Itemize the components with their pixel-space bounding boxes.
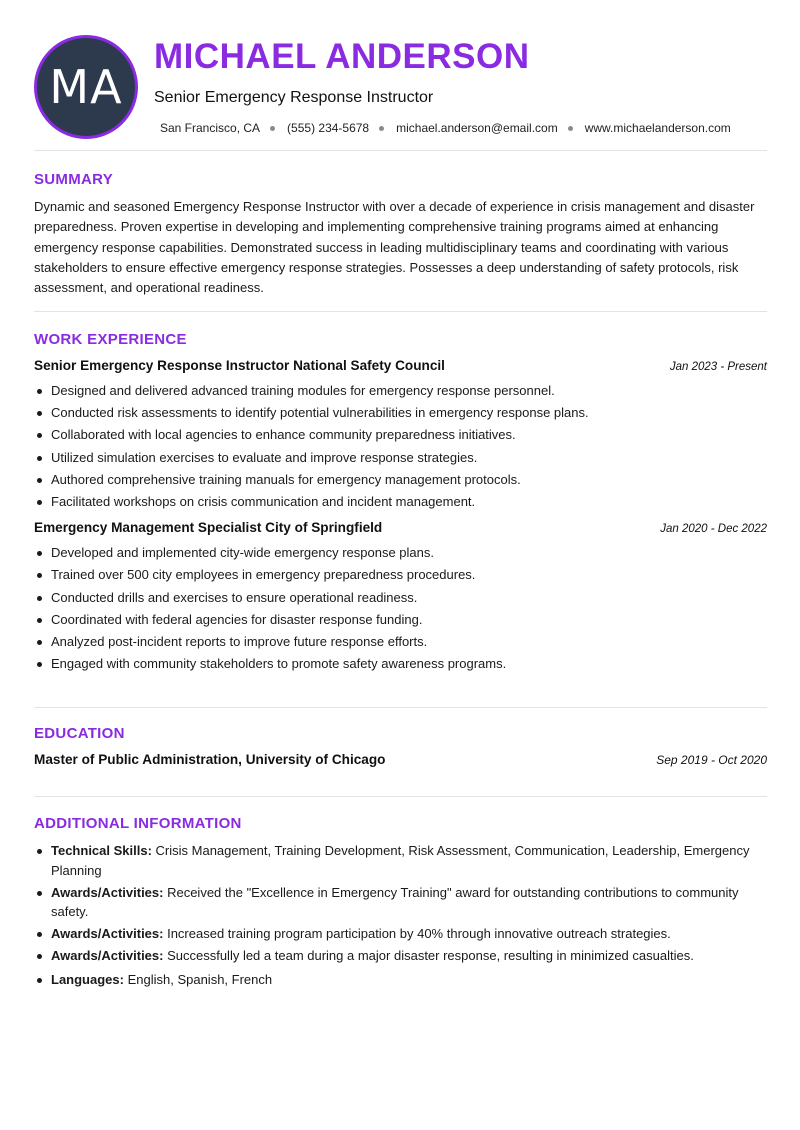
work-experience-section: [34, 312, 767, 708]
education-degree: Master of Public Administration, University of Chicago: [34, 752, 386, 767]
contact-info: [160, 121, 731, 135]
job-header: [34, 520, 767, 535]
separator-dot-icon: [568, 126, 573, 131]
list-item: [34, 883, 767, 922]
contact-website[interactable]: www.michaelanderson.com: [584, 121, 731, 135]
summary-text: Dynamic and seasoned Emergency Response Instructor with over a decade of experience in crisis management and disaster preparedness. Proven expertise in developing and implementing comprehensive training programs aimed at enhancing emergency response capabilities. Demonstrated success in leading multidisciplinary teams and coordinating with various stakeholders to ensure effective emergency response strategies. Possesses a deep understanding of safety protocols, risk assessment, and operational readiness.: [34, 199, 755, 296]
list-item: [34, 841, 767, 880]
job-bullets: [34, 542, 767, 675]
contact-email[interactable]: michael.anderson@email.com: [396, 121, 558, 135]
info-text: Increased training program participation by 40% through innovative outreach strategies.: [163, 926, 671, 941]
candidate-title: Senior Emergency Response Instructor: [154, 89, 434, 106]
info-label: Awards/Activities:: [51, 884, 164, 900]
info-label: Awards/Activities:: [51, 926, 164, 941]
separator-dot-icon: [379, 126, 384, 131]
list-item: Designed and delivered advanced training modules for emergency response personnel.: [34, 380, 767, 402]
education-date: Sep 2019 - Oct 2020: [656, 753, 767, 767]
list-item: Authored comprehensive training manuals for emergency management protocols.: [34, 469, 767, 491]
list-item: Engaged with community stakeholders to promote safety awareness programs.: [34, 653, 767, 675]
work-experience-heading: WORK EXPERIENCE: [34, 331, 187, 348]
info-text: English, Spanish, French: [123, 971, 273, 987]
additional-info-section: [34, 797, 767, 989]
list-item: Collaborated with local agencies to enhance community preparedness initiatives.: [34, 424, 767, 446]
additional-info-list: [34, 841, 767, 989]
job-title: Emergency Management Specialist City of Springfield: [34, 520, 383, 536]
list-item: [34, 970, 767, 990]
info-text: Received the "Excellence in Emergency Training" award for outstanding contributions to community safety.: [51, 884, 739, 919]
list-item: Facilitated workshops on crisis communication and incident management.: [34, 491, 767, 513]
candidate-name: MICHAEL ANDERSON: [154, 37, 530, 76]
job-entry: [34, 520, 767, 675]
job-entry: [34, 358, 767, 513]
resume-header: [34, 0, 767, 151]
summary-heading: SUMMARY: [34, 171, 114, 188]
job-date: Jan 2023 - Present: [669, 361, 767, 373]
job-bullets: [34, 380, 767, 513]
list-item: Coordinated with federal agencies for disaster response funding.: [34, 609, 767, 631]
info-label: Awards/Activities:: [51, 948, 164, 963]
info-text: Successfully led a team during a major disaster response, resulting in minimized casualties.: [163, 948, 694, 963]
job-header: [34, 358, 767, 373]
list-item: [34, 946, 767, 966]
info-label: Languages:: [51, 971, 124, 987]
additional-info-heading: ADDITIONAL INFORMATION: [34, 815, 242, 832]
avatar: [34, 35, 138, 139]
list-item: Utilized simulation exercises to evaluate and improve response strategies.: [34, 447, 767, 469]
list-item: Analyzed post-incident reports to improve future response efforts.: [34, 631, 767, 653]
contact-location: San Francisco, CA: [160, 121, 261, 135]
avatar-initials: MA: [49, 60, 123, 114]
list-item: Developed and implemented city-wide emergency response plans.: [34, 542, 767, 564]
summary-section: [34, 151, 767, 312]
list-item: Conducted risk assessments to identify potential vulnerabilities in emergency response plans.: [34, 402, 767, 424]
education-section: [34, 708, 767, 797]
info-text: Crisis Management, Training Development, Risk Assessment, Communication, Leadership, Emergency Planning: [51, 843, 750, 878]
contact-phone: (555) 234-5678: [287, 121, 370, 135]
info-label: Technical Skills:: [51, 843, 152, 858]
job-title: Senior Emergency Response Instructor National Safety Council: [34, 358, 445, 373]
education-heading: EDUCATION: [34, 725, 125, 742]
list-item: Conducted drills and exercises to ensure operational readiness.: [34, 587, 767, 609]
separator-dot-icon: [270, 126, 275, 131]
education-entry: [34, 752, 767, 767]
job-date: Jan 2020 - Dec 2022: [660, 523, 767, 536]
list-item: Trained over 500 city employees in emergency preparedness procedures.: [34, 564, 767, 586]
list-item: [34, 924, 767, 944]
